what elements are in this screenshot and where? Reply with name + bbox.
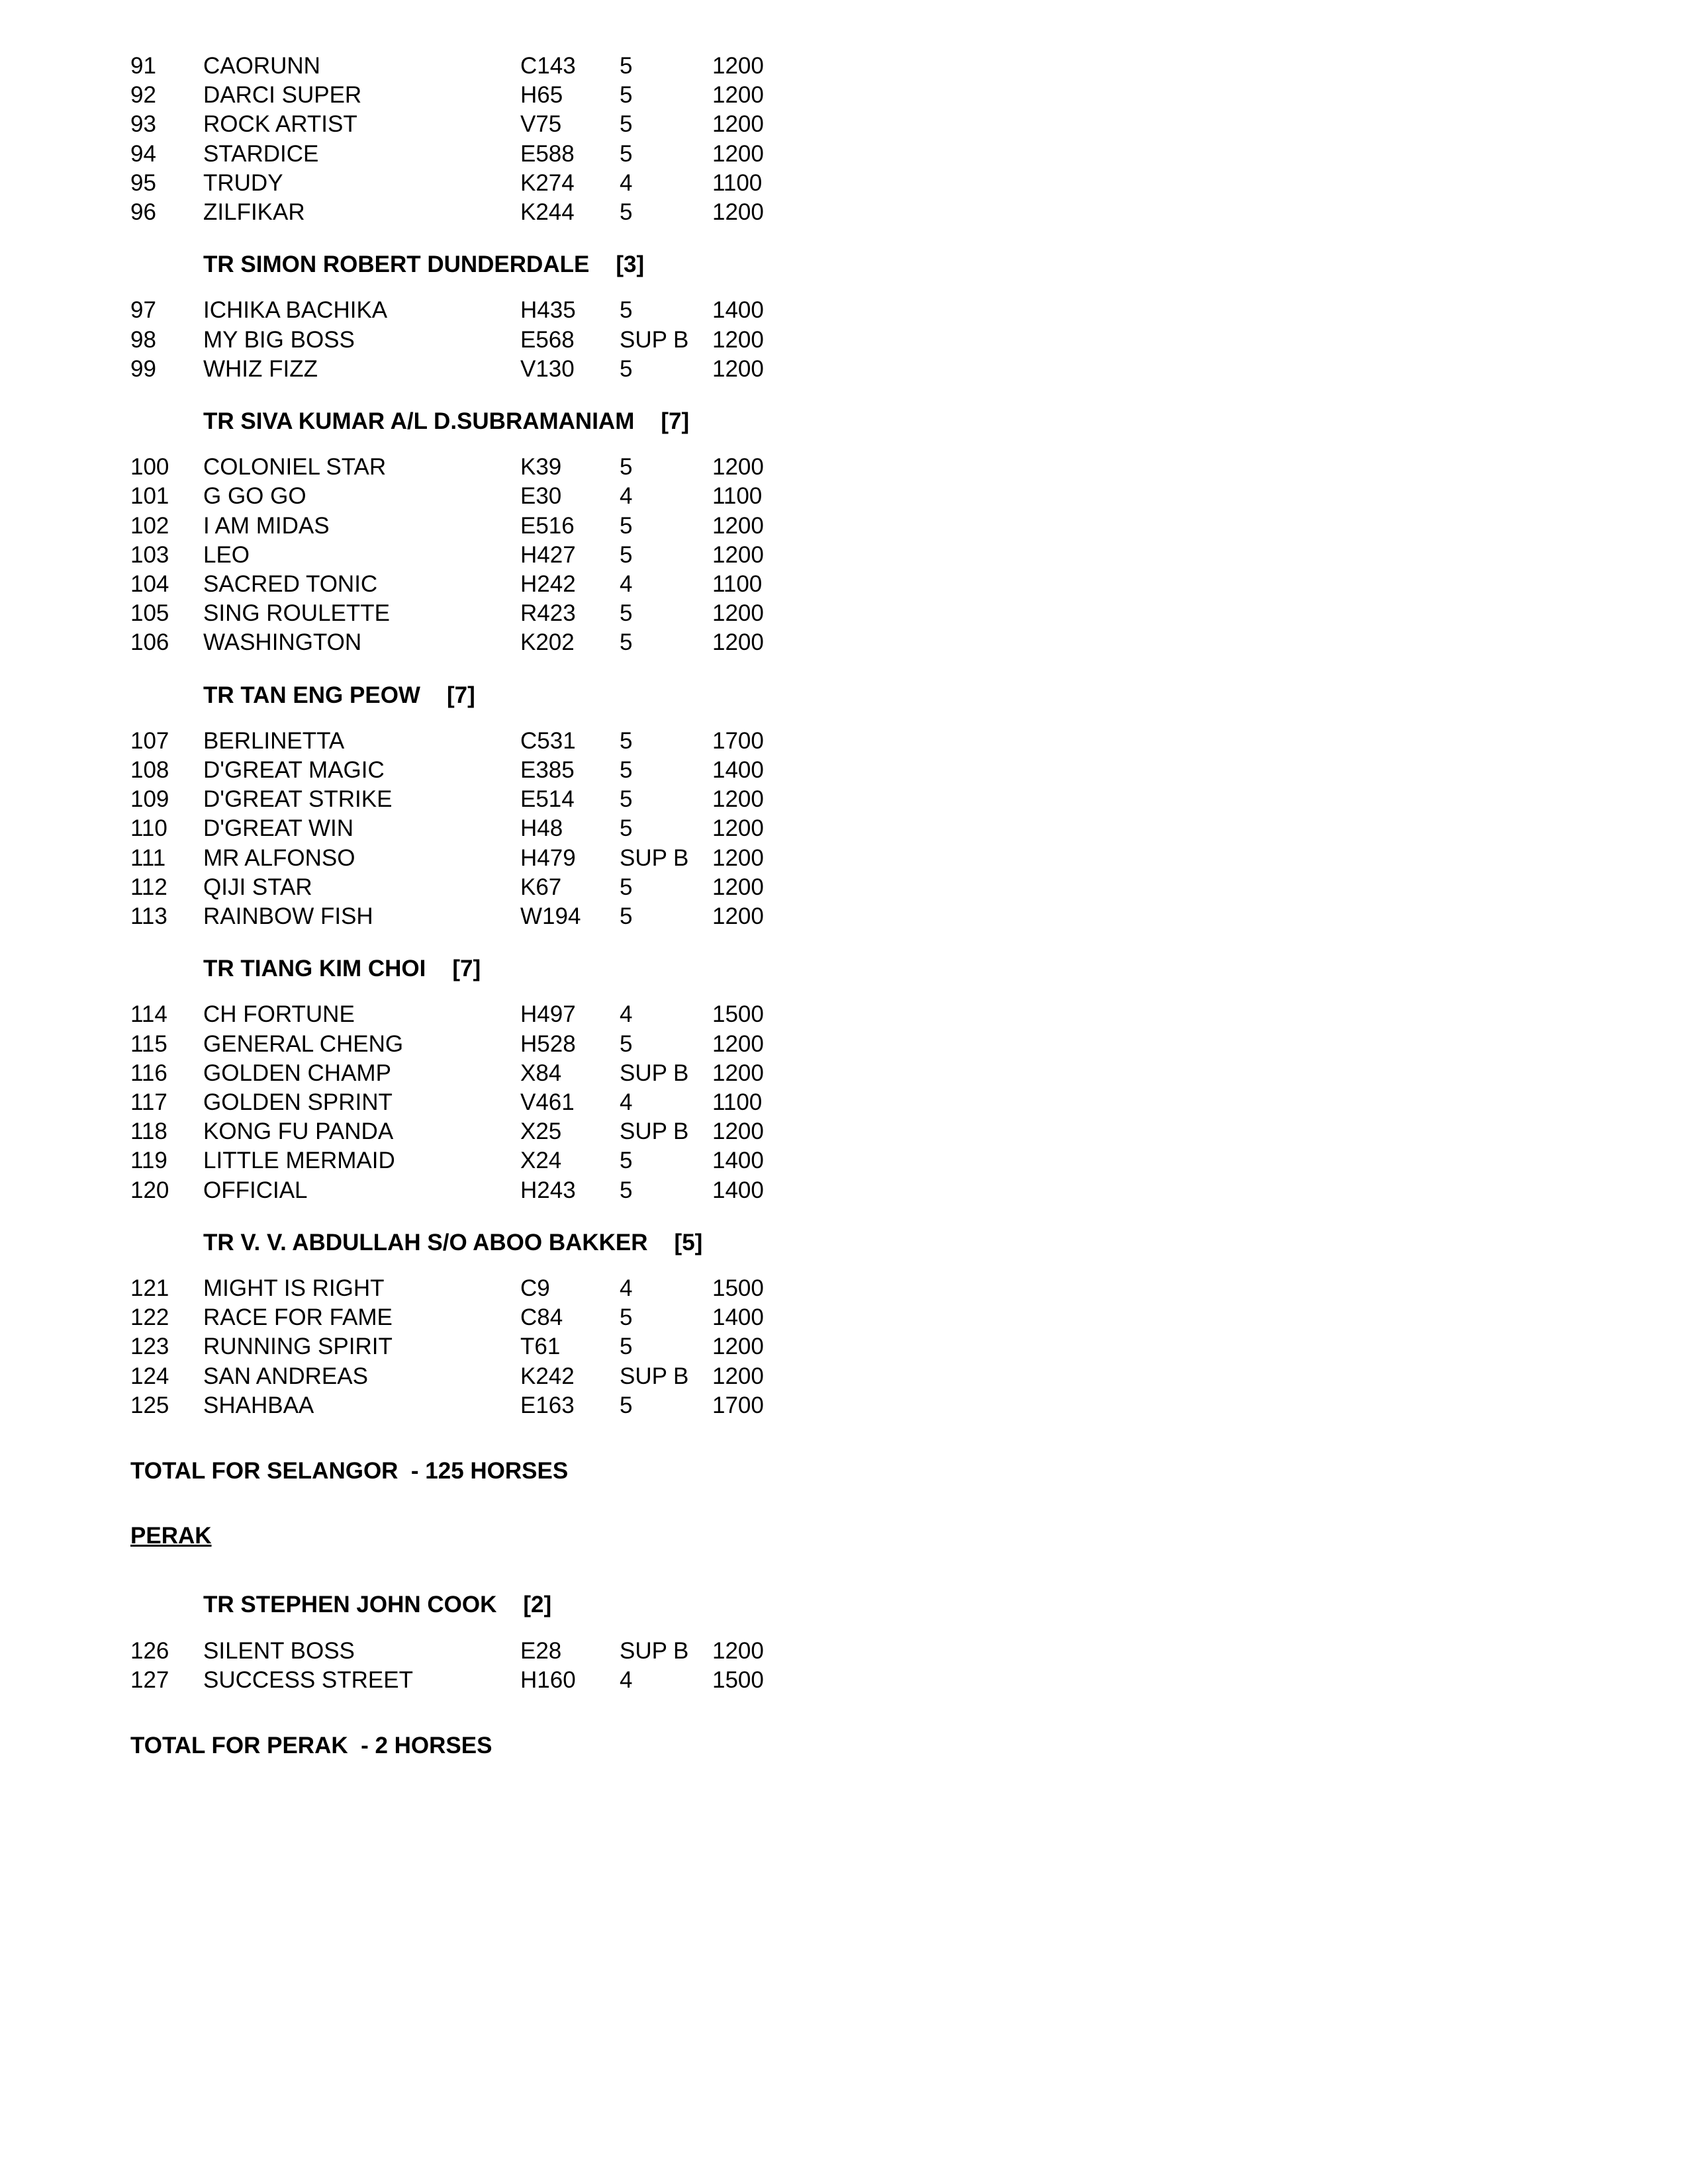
- table-row: [0, 1117, 794, 1146]
- horse-number: 95: [130, 169, 156, 196]
- horse-name: ZILFIKAR: [203, 199, 305, 225]
- horse-name: I AM MIDAS: [203, 512, 330, 539]
- table-row: [0, 814, 794, 843]
- race-distance: 1200: [712, 53, 764, 79]
- table-row: [0, 326, 794, 355]
- horse-number: 121: [130, 1275, 169, 1301]
- table-row: [0, 628, 794, 657]
- horse-code: E28: [520, 1637, 562, 1664]
- horse-code: E514: [520, 786, 575, 813]
- table-row: [0, 512, 794, 541]
- table-row: [0, 1637, 794, 1666]
- horse-code: E385: [520, 757, 575, 783]
- table-row: [0, 1000, 794, 1029]
- horse-number: 120: [130, 1177, 169, 1203]
- horse-number: 91: [130, 53, 156, 79]
- horse-number: 101: [130, 483, 169, 510]
- horse-name: SILENT BOSS: [203, 1637, 355, 1664]
- race-distance: 1700: [712, 727, 764, 754]
- horse-class: 5: [620, 903, 633, 929]
- horse-name: COLONIEL STAR: [203, 454, 387, 480]
- horse-code: H497: [520, 1001, 576, 1028]
- horse-name: OFFICIAL: [203, 1177, 308, 1203]
- horse-number: 127: [130, 1666, 169, 1693]
- table-row: [0, 355, 794, 384]
- horse-name: SAN ANDREAS: [203, 1363, 368, 1389]
- table-row: [0, 1088, 794, 1117]
- horse-name: TRUDY: [203, 169, 283, 196]
- horse-class: 5: [620, 757, 633, 783]
- horse-name: RAINBOW FISH: [203, 903, 373, 929]
- horse-code: V461: [520, 1089, 575, 1115]
- horse-number: 103: [130, 541, 169, 568]
- horse-number: 108: [130, 757, 169, 783]
- horse-class: 4: [620, 1001, 633, 1028]
- horse-code: T61: [520, 1334, 561, 1360]
- race-distance: 1500: [712, 1275, 764, 1301]
- race-distance: 1200: [712, 454, 764, 480]
- horse-name: QIJI STAR: [203, 874, 312, 900]
- horse-code: R423: [520, 600, 576, 627]
- race-distance: 1200: [712, 1030, 764, 1057]
- horse-name: ICHIKA BACHIKA: [203, 297, 388, 324]
- horse-code: C143: [520, 53, 576, 79]
- horse-class: 5: [620, 541, 633, 568]
- horse-name: GENERAL CHENG: [203, 1030, 404, 1057]
- horse-class: 5: [620, 1030, 633, 1057]
- race-distance: 1200: [712, 874, 764, 900]
- horse-class: 4: [620, 571, 633, 597]
- trainer-name: TR SIMON ROBERT DUNDERDALE: [203, 251, 590, 278]
- race-distance: 1400: [712, 757, 764, 783]
- trainer-heading: [203, 1590, 551, 1619]
- table-row: [0, 1176, 794, 1205]
- horse-number: 92: [130, 82, 156, 109]
- horse-number: 116: [130, 1060, 167, 1086]
- horse-number: 110: [130, 815, 167, 842]
- horse-name: SHAHBAA: [203, 1392, 314, 1418]
- horse-number: 104: [130, 571, 169, 597]
- trainer-heading: [203, 954, 481, 983]
- horse-class: SUP B: [620, 1637, 689, 1664]
- horse-name: LITTLE MERMAID: [203, 1148, 395, 1174]
- horse-class: 5: [620, 1392, 633, 1418]
- region-total: TOTAL FOR SELANGOR - 125 HORSES: [130, 1458, 569, 1484]
- horse-class: 5: [620, 1304, 633, 1331]
- horse-number: 112: [130, 874, 167, 900]
- horse-class: 5: [620, 199, 633, 225]
- horse-number: 93: [130, 111, 156, 138]
- horse-code: H160: [520, 1666, 576, 1693]
- horse-code: V130: [520, 355, 575, 382]
- horse-name: BERLINETTA: [203, 727, 345, 754]
- horse-code: K242: [520, 1363, 575, 1389]
- race-distance: 1200: [712, 600, 764, 627]
- horse-class: 4: [620, 1275, 633, 1301]
- race-distance: 1200: [712, 629, 764, 656]
- horse-class: 5: [620, 512, 633, 539]
- horse-code: X25: [520, 1118, 562, 1145]
- trainer-heading: [203, 681, 475, 710]
- table-row: [0, 110, 794, 139]
- horse-class: 4: [620, 1089, 633, 1115]
- horse-name: GOLDEN SPRINT: [203, 1089, 393, 1115]
- horse-name: WHIZ FIZZ: [203, 355, 318, 382]
- horse-number: 100: [130, 454, 169, 480]
- horse-class: 4: [620, 483, 633, 510]
- table-row: [0, 902, 794, 931]
- horse-code: C531: [520, 727, 576, 754]
- horse-name: RACE FOR FAME: [203, 1304, 393, 1331]
- horse-code: K202: [520, 629, 575, 656]
- horse-number: 117: [130, 1089, 167, 1115]
- trainer-name: TR TIANG KIM CHOI: [203, 956, 426, 982]
- horse-class: 5: [620, 815, 633, 842]
- horse-class: SUP B: [620, 844, 689, 871]
- horse-code: H427: [520, 541, 576, 568]
- horse-name: GOLDEN CHAMP: [203, 1060, 391, 1086]
- horse-code: E30: [520, 483, 562, 510]
- horse-code: H242: [520, 571, 576, 597]
- horse-number: 114: [130, 1001, 167, 1028]
- table-row: [0, 785, 794, 814]
- horse-code: H65: [520, 82, 563, 109]
- table-row: [0, 198, 794, 227]
- region-heading: PERAK: [130, 1523, 212, 1549]
- table-row: [0, 1059, 794, 1088]
- horse-name: KONG FU PANDA: [203, 1118, 394, 1145]
- trainer-heading: [203, 407, 689, 436]
- trainer-heading: [203, 250, 644, 279]
- horse-class: 5: [620, 454, 633, 480]
- horse-number: 102: [130, 512, 169, 539]
- race-distance: 1400: [712, 1177, 764, 1203]
- trainer-horse-count: [5]: [674, 1229, 703, 1255]
- table-row: [0, 1666, 794, 1695]
- trainer-name: TR STEPHEN JOHN COOK: [203, 1592, 497, 1618]
- race-distance: 1400: [712, 1148, 764, 1174]
- horse-number: 105: [130, 600, 169, 627]
- horse-code: V75: [520, 111, 562, 138]
- horse-name: D'GREAT MAGIC: [203, 757, 385, 783]
- table-row: [0, 482, 794, 511]
- horse-class: 5: [620, 297, 633, 324]
- horse-code: H479: [520, 844, 576, 871]
- horse-number: 122: [130, 1304, 169, 1331]
- horse-class: 5: [620, 600, 633, 627]
- horse-code: E588: [520, 140, 575, 167]
- race-distance: 1200: [712, 541, 764, 568]
- horse-number: 125: [130, 1392, 169, 1418]
- race-distance: 1400: [712, 297, 764, 324]
- horse-code: E163: [520, 1392, 575, 1418]
- table-row: [0, 1274, 794, 1303]
- race-distance: 1200: [712, 815, 764, 842]
- race-distance: 1200: [712, 903, 764, 929]
- horse-class: 5: [620, 1177, 633, 1203]
- horse-code: H243: [520, 1177, 576, 1203]
- table-row: [0, 1030, 794, 1059]
- horse-number: 123: [130, 1334, 169, 1360]
- table-row: [0, 844, 794, 873]
- horse-class: 4: [620, 169, 633, 196]
- horse-number: 109: [130, 786, 169, 813]
- horse-class: 5: [620, 874, 633, 900]
- horse-name: D'GREAT WIN: [203, 815, 354, 842]
- horse-code: K39: [520, 454, 562, 480]
- horse-class: SUP B: [620, 1118, 689, 1145]
- race-distance: 1200: [712, 326, 764, 353]
- race-distance: 1200: [712, 1118, 764, 1145]
- horse-name: MY BIG BOSS: [203, 326, 355, 353]
- table-row: [0, 140, 794, 169]
- race-distance: 1200: [712, 199, 764, 225]
- table-row: [0, 756, 794, 785]
- table-row: [0, 541, 794, 570]
- trainer-name: TR V. V. ABDULLAH S/O ABOO BAKKER: [203, 1229, 648, 1255]
- horse-code: C9: [520, 1275, 550, 1301]
- trainer-horse-count: [7]: [661, 408, 690, 434]
- trainer-horse-count: [3]: [616, 251, 645, 278]
- trainer-horse-count: [7]: [452, 956, 481, 982]
- horse-class: SUP B: [620, 1060, 689, 1086]
- horse-class: 5: [620, 629, 633, 656]
- horse-name: D'GREAT STRIKE: [203, 786, 393, 813]
- race-distance: 1200: [712, 355, 764, 382]
- table-row: [0, 52, 794, 81]
- trainer-horse-count: [2]: [523, 1592, 552, 1618]
- horse-name: RUNNING SPIRIT: [203, 1334, 393, 1360]
- horse-code: C84: [520, 1304, 563, 1331]
- race-distance: 1200: [712, 844, 764, 871]
- horse-name: CAORUNN: [203, 53, 320, 79]
- race-distance: 1200: [712, 82, 764, 109]
- race-distance: 1100: [712, 1089, 763, 1115]
- horse-number: 118: [130, 1118, 167, 1145]
- horse-name: LEO: [203, 541, 250, 568]
- horse-number: 119: [130, 1148, 167, 1174]
- horse-number: 94: [130, 140, 156, 167]
- region-total: TOTAL FOR PERAK - 2 HORSES: [130, 1733, 492, 1758]
- horse-class: 5: [620, 786, 633, 813]
- horse-class: 5: [620, 1148, 633, 1174]
- horse-name: MR ALFONSO: [203, 844, 355, 871]
- table-row: [0, 599, 794, 628]
- horse-class: SUP B: [620, 1363, 689, 1389]
- horse-number: 111: [130, 844, 166, 871]
- horse-number: 126: [130, 1637, 169, 1664]
- race-distance: 1200: [712, 1363, 764, 1389]
- race-distance: 1400: [712, 1304, 764, 1331]
- horse-code: K244: [520, 199, 575, 225]
- horse-code: H435: [520, 297, 576, 324]
- horse-class: 5: [620, 1334, 633, 1360]
- race-distance: 1200: [712, 1334, 764, 1360]
- horse-class: 5: [620, 727, 633, 754]
- horse-code: K67: [520, 874, 562, 900]
- horse-number: 124: [130, 1363, 169, 1389]
- horse-number: 107: [130, 727, 169, 754]
- table-row: [0, 453, 794, 482]
- table-row: [0, 81, 794, 110]
- race-distance: 1500: [712, 1666, 764, 1693]
- horse-class: 5: [620, 53, 633, 79]
- horse-number: 113: [130, 903, 167, 929]
- race-distance: 1200: [712, 140, 764, 167]
- race-distance: 1500: [712, 1001, 764, 1028]
- table-row: [0, 169, 794, 198]
- table-row: [0, 727, 794, 756]
- horse-class: 5: [620, 82, 633, 109]
- horse-class: 5: [620, 355, 633, 382]
- trainer-name: TR TAN ENG PEOW: [203, 682, 420, 708]
- horse-code: X84: [520, 1060, 562, 1086]
- horse-number: 115: [130, 1030, 167, 1057]
- horse-number: 97: [130, 297, 156, 324]
- horse-class: SUP B: [620, 326, 689, 353]
- trainer-name: TR SIVA KUMAR A/L D.SUBRAMANIAM: [203, 408, 635, 434]
- horse-code: H528: [520, 1030, 576, 1057]
- horse-name: ROCK ARTIST: [203, 111, 357, 138]
- trainer-heading: [203, 1228, 702, 1257]
- horse-code: E516: [520, 512, 575, 539]
- horse-class: 5: [620, 140, 633, 167]
- table-row: [0, 1332, 794, 1361]
- trainer-horse-count: [7]: [446, 682, 475, 708]
- table-row: [0, 1391, 794, 1420]
- race-distance: 1200: [712, 1637, 764, 1664]
- race-distance: 1200: [712, 512, 764, 539]
- table-row: [0, 296, 794, 325]
- race-distance: 1100: [712, 169, 763, 196]
- horse-number: 98: [130, 326, 156, 353]
- race-distance: 1100: [712, 483, 763, 510]
- horse-code: X24: [520, 1148, 562, 1174]
- race-distance: 1700: [712, 1392, 764, 1418]
- horse-name: MIGHT IS RIGHT: [203, 1275, 385, 1301]
- race-distance: 1200: [712, 1060, 764, 1086]
- horse-code: H48: [520, 815, 563, 842]
- horse-class: 5: [620, 111, 633, 138]
- race-distance: 1200: [712, 111, 764, 138]
- horse-name: CH FORTUNE: [203, 1001, 355, 1028]
- table-row: [0, 570, 794, 599]
- horse-code: W194: [520, 903, 581, 929]
- horse-code: E568: [520, 326, 575, 353]
- table-row: [0, 1362, 794, 1391]
- horse-number: 96: [130, 199, 156, 225]
- table-row: [0, 1146, 794, 1175]
- race-distance: 1200: [712, 786, 764, 813]
- horse-number: 106: [130, 629, 169, 656]
- horse-name: G GO GO: [203, 483, 306, 510]
- horse-name: SACRED TONIC: [203, 571, 378, 597]
- horse-name: WASHINGTON: [203, 629, 362, 656]
- table-row: [0, 873, 794, 902]
- horse-class: 4: [620, 1666, 633, 1693]
- horse-name: STARDICE: [203, 140, 319, 167]
- horse-name: SUCCESS STREET: [203, 1666, 413, 1693]
- table-row: [0, 1303, 794, 1332]
- horse-name: SING ROULETTE: [203, 600, 390, 627]
- race-distance: 1100: [712, 571, 763, 597]
- horse-code: K274: [520, 169, 575, 196]
- horse-number: 99: [130, 355, 156, 382]
- horse-name: DARCI SUPER: [203, 82, 362, 109]
